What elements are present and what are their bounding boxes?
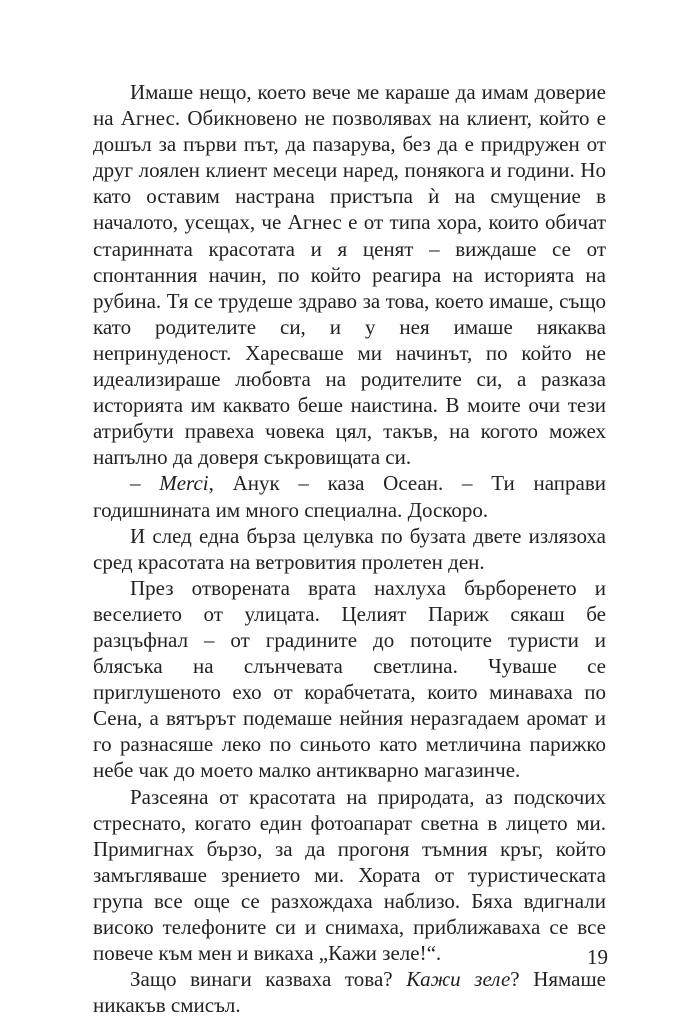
text-run: През отворената врата нахлухa бърборенето и веселието от улицата. Целият Париж сякаш бе разцъфнал – от градините до потоците туристи и блясъка на слънчевата светлина. Чуваше се приглушеното ехо от корабчетата, които минаваха по Сена, а вятърът подемаше нейния неразгадаем аромат и го разнасяше леко по синьото като метличина парижко небе чак до моето малко антикварно магазинче. xyxy=(93,575,606,783)
paragraph xyxy=(93,575,606,784)
paragraph xyxy=(93,966,606,1018)
paragraph xyxy=(93,79,606,470)
text-run: И след една бърза целувка по бузата двете излязоха сред красотата на ветровития пролетен ден. xyxy=(93,523,606,574)
text-run: Имаше нещо, което вече ме караше да имам доверие на Агнес. Обикновено не позволявах на клиент, който е дошъл за първи път, да пазарува, без да е придружен от друг лоялен клиент месеци наред, понякога и години. Но като оставим настрана пристъпа ѝ на смущение в началото, усещах, че Агнес е от типа хора, които обичат старинната красотата и я ценят – виждаше се от спонтанния начин, по който реагира на историята на рубина. Тя се трудеше здраво за това, което имаше, също като родителите си, и у нея имаше някаква непринуденост. Харесваше ми начинът, по който не идеализираше любовта на родителите си, а разказа историята им каквато беше наистина. В моите очи тези атрибути правеха човека цял, такъв, на когото можех напълно да доверя съкровищата си. xyxy=(93,80,606,470)
text-run: Защо винаги казваха това? xyxy=(130,967,407,992)
text-run: – xyxy=(130,471,160,496)
paragraph xyxy=(93,470,606,522)
paragraph xyxy=(93,523,606,575)
paragraph xyxy=(93,784,606,967)
text-run: ? Нямаше никакъв смисъл. xyxy=(93,967,606,1018)
body-text xyxy=(93,79,606,1018)
text-run: , Анук – каза Осеан. – Ти направи годишнината им много специална. Доскоро. xyxy=(93,471,606,522)
italic-text: Merci xyxy=(159,471,209,496)
page-number: 19 xyxy=(587,945,608,969)
text-run: Разсеяна от красотата на природата, аз подскочих стреснато, когато един фотоапарат светна в лицето ми. Примигнах бързо, за да прогоня тъмния кръг, който замъгляваше зрението ми. Хората от туристическата група все още се разхождаха наблизо. Бяха вдигнали високо телефоните си и снимаха, приближаваха се все повече към мен и викаха „Кажи зеле!“. xyxy=(93,784,606,966)
italic-text: Кажи зеле xyxy=(406,967,511,992)
